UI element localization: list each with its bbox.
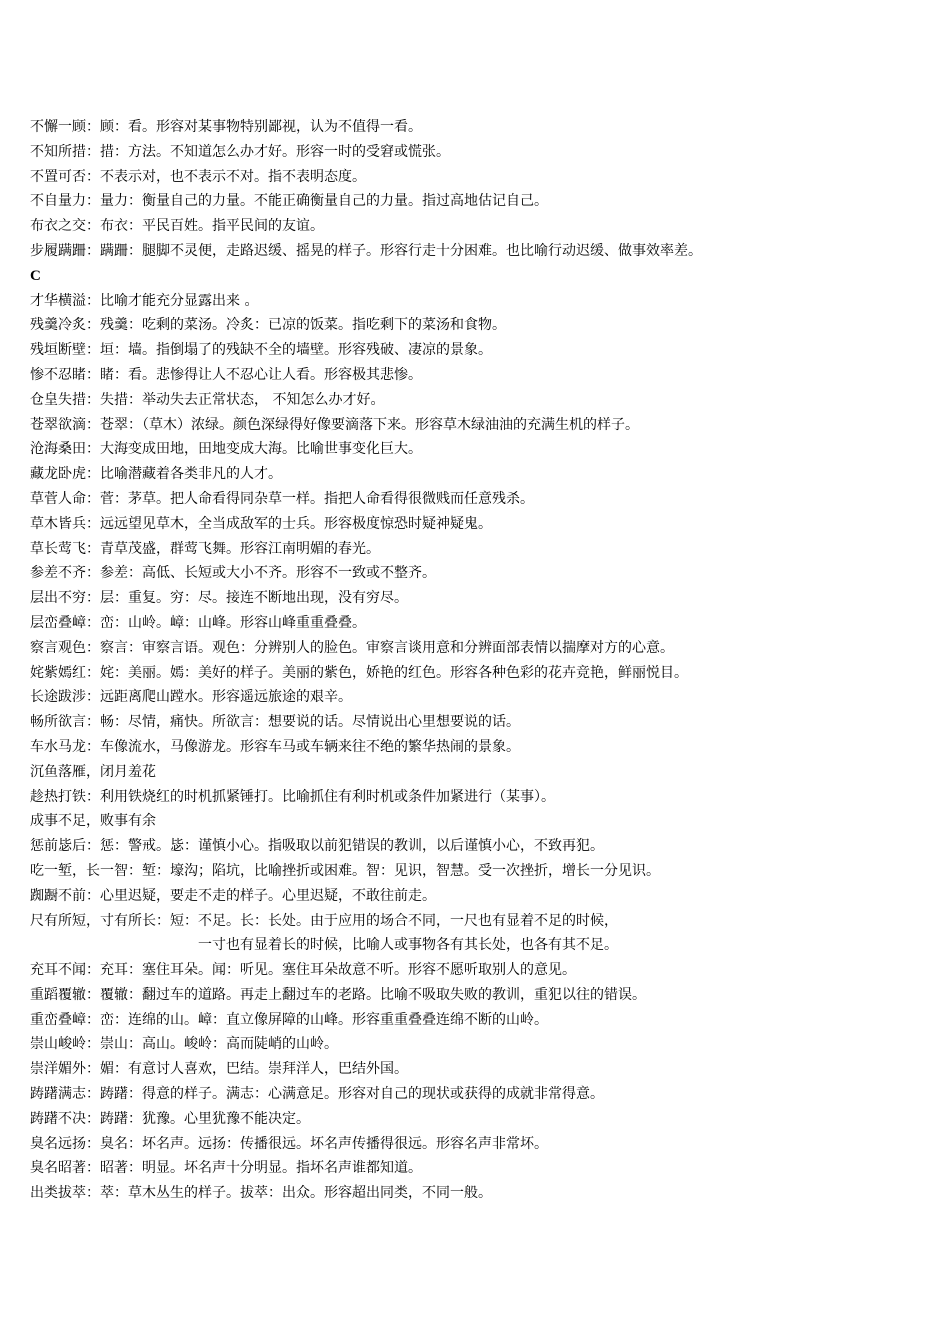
idiom-entry: 察言观色：察言：审察言语。观色：分辨别人的脸色。审察言谈用意和分辨面部表情以揣摩对方的心意。 bbox=[30, 639, 674, 656]
idiom-entry: 崇洋媚外：媚：有意讨人喜欢，巴结。崇拜洋人，巴结外国。 bbox=[30, 1061, 408, 1078]
idiom-entry: 层峦叠嶂：峦：山岭。嶂：山峰。形容山峰重重叠叠。 bbox=[30, 614, 366, 631]
idiom-entry: 臭名远扬：臭名：坏名声。远扬：传播很远。坏名声传播得很远。形容名声非常坏。 bbox=[30, 1135, 548, 1152]
section-heading-c: C bbox=[30, 267, 41, 284]
idiom-entry: 残羹冷炙：残羹：吃剩的菜汤。冷炙：已凉的饭菜。指吃剩下的菜汤和食物。 bbox=[30, 317, 506, 334]
idiom-entry: 惩前毖后：惩：警戒。毖：谨慎小心。指吸取以前犯错误的教训，以后谨慎小心，不致再犯。 bbox=[30, 838, 604, 855]
idiom-entry: 长途跋涉：远距离爬山蹚水。形容遥远旅途的艰辛。 bbox=[30, 689, 352, 706]
idiom-entry: 不置可否：不表示对，也不表示不对。指不表明态度。 bbox=[30, 168, 366, 185]
idiom-entry: 崇山峻岭：崇山：高山。峻岭：高而陡峭的山岭。 bbox=[30, 1036, 338, 1053]
idiom-entry: 仓皇失措：失措：举动失去正常状态， 不知怎么办才好。 bbox=[30, 391, 385, 408]
idiom-entry: 吃一堑，长一智：堑：壕沟；陷坑，比喻挫折或困难。智：见识，智慧。受一次挫折，增长一分见识。 bbox=[30, 862, 660, 879]
idiom-entry: 充耳不闻：充耳：塞住耳朵。闻：听见。塞住耳朵故意不听。形容不愿听取别人的意见。 bbox=[30, 962, 576, 979]
idiom-entry: 车水马龙：车像流水，马像游龙。形容车马或车辆来往不绝的繁华热闹的景象。 bbox=[30, 738, 520, 755]
idiom-entry: 臭名昭著：昭著：明显。坏名声十分明显。指坏名声谁都知道。 bbox=[30, 1160, 422, 1177]
idiom-entry: 踟蹰不前：心里迟疑，要走不走的样子。心里迟疑，不敢往前走。 bbox=[30, 887, 436, 904]
idiom-entry: 不自量力：量力：衡量自己的力量。不能正确衡量自己的力量。指过高地估记自己。 bbox=[30, 193, 548, 210]
idiom-entry: 踌躇不决：踌躇：犹豫。心里犹豫不能决定。 bbox=[30, 1110, 310, 1127]
idiom-entry: 层出不穷：层：重复。穷：尽。接连不断地出现，没有穷尽。 bbox=[30, 590, 408, 607]
idiom-entry: 草木皆兵：远远望见草木，全当成敌军的士兵。形容极度惊恐时疑神疑鬼。 bbox=[30, 515, 492, 532]
idiom-entry: 步履蹒跚：蹒跚：腿脚不灵便，走路迟缓、摇晃的样子。形容行走十分困难。也比喻行动迟缓、做事效率差。 bbox=[30, 242, 702, 259]
entries-c-group bbox=[30, 289, 930, 1206]
idiom-entry: 沉鱼落雁，闭月羞花 bbox=[30, 763, 156, 780]
idiom-entry: 重峦叠嶂：峦：连绵的山。嶂：直立像屏障的山峰。形容重重叠叠连绵不断的山岭。 bbox=[30, 1011, 548, 1028]
idiom-entry: 才华横溢：比喻才能充分显露出来 。 bbox=[30, 292, 259, 309]
idiom-entry: 沧海桑田：大海变成田地，田地变成大海。比喻世事变化巨大。 bbox=[30, 441, 422, 458]
idiom-entry: 趁热打铁：利用铁烧红的时机抓紧锤打。比喻抓住有利时机或条件加紧进行（某事）。 bbox=[30, 788, 555, 805]
idiom-entry: 踌躇满志：踌躇：得意的样子。满志：心满意足。形容对自己的现状或获得的成就非常得意。 bbox=[30, 1086, 604, 1103]
idiom-entry: 重蹈覆辙：覆辙：翻过车的道路。再走上翻过车的老路。比喻不吸取失败的教训，重犯以往的错误。 bbox=[30, 986, 646, 1003]
idiom-entry: 畅所欲言：畅：尽情，痛快。所欲言：想要说的话。尽情说出心里想要说的话。 bbox=[30, 714, 520, 731]
entries-b-group bbox=[30, 115, 930, 264]
idiom-entry: 布衣之交：布衣：平民百姓。指平民间的友谊。 bbox=[30, 218, 324, 235]
idiom-entry: 草菅人命：菅：茅草。把人命看得同杂草一样。指把人命看得很微贱而任意残杀。 bbox=[30, 490, 534, 507]
idiom-entry: 尺有所短，寸有所长：短：不足。长：长处。由于应用的场合不同，一尺也有显着不足的时候， bbox=[30, 912, 618, 929]
idiom-entry: 成事不足，败事有余 bbox=[30, 813, 156, 830]
idiom-entry: 苍翠欲滴：苍翠：（草木）浓绿。颜色深绿得好像要滴落下来。形容草木绿油油的充满生机的样子。 bbox=[30, 416, 639, 433]
idiom-entry: 草长莺飞：青草茂盛，群莺飞舞。形容江南明媚的春光。 bbox=[30, 540, 380, 557]
idiom-entry: 参差不齐：参差：高低、长短或大小不齐。形容不一致或不整齐。 bbox=[30, 565, 436, 582]
idiom-document bbox=[30, 115, 930, 1206]
idiom-entry: 残垣断壁：垣：墙。指倒塌了的残缺不全的墙壁。形容残破、凄凉的景象。 bbox=[30, 342, 492, 359]
idiom-entry: 不知所措：措：方法。不知道怎么办才好。形容一时的受窘或慌张。 bbox=[30, 143, 450, 160]
idiom-entry: 藏龙卧虎：比喻潜藏着各类非凡的人才。 bbox=[30, 466, 282, 483]
idiom-entry: 出类拔萃：萃：草木丛生的样子。拔萃：出众。形容超出同类，不同一般。 bbox=[30, 1185, 492, 1202]
idiom-entry-continuation: 一寸也有显着长的时候，比喻人或事物各有其长处，也各有其不足。 bbox=[198, 937, 618, 954]
idiom-entry: 姹紫嫣红：姹：美丽。嫣：美好的样子。美丽的紫色，娇艳的红色。形容各种色彩的花卉竞艳，鲜丽悦目。 bbox=[30, 664, 688, 681]
idiom-entry: 不懈一顾：顾：看。形容对某事物特别鄙视，认为不值得一看。 bbox=[30, 119, 422, 135]
idiom-entry: 惨不忍睹：睹：看。悲惨得让人不忍心让人看。形容极其悲惨。 bbox=[30, 366, 422, 383]
